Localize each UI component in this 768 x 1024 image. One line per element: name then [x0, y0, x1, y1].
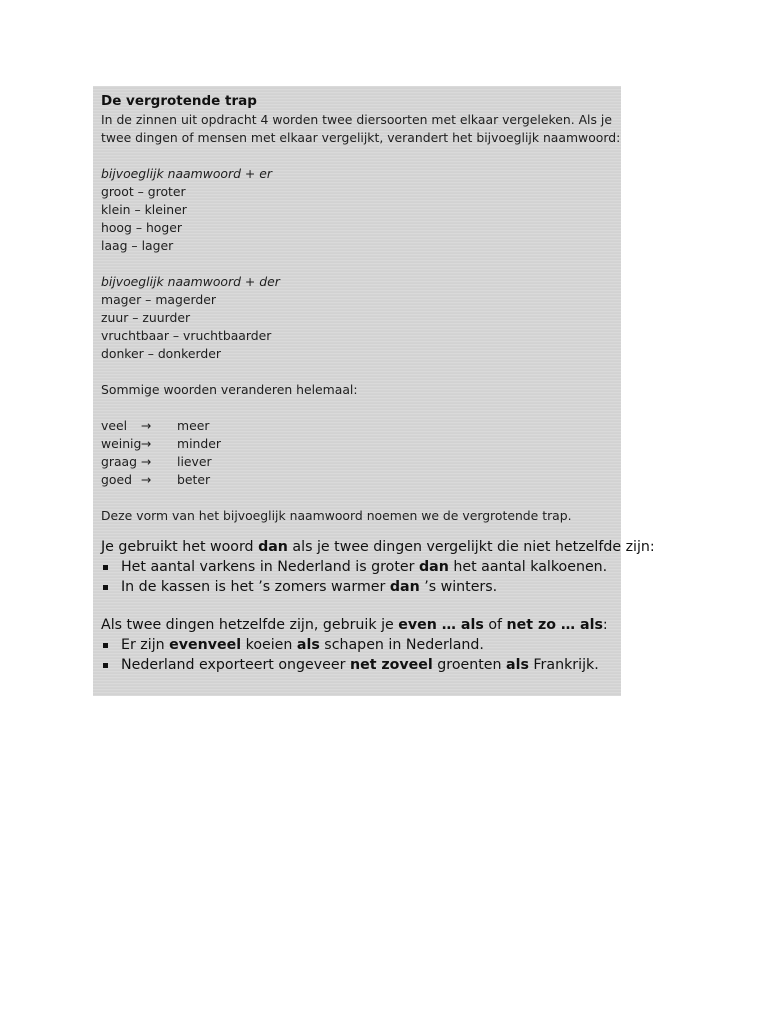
irregular-pair: [101, 453, 621, 471]
even-rule: Als twee dingen hetzelfde zijn, gebruik je even … als of net zo … als:: [101, 617, 608, 633]
group2-item: vruchtbaar – vruchtbaarder: [101, 328, 272, 343]
group1-heading: bijvoeglijk naamwoord + er: [101, 166, 272, 181]
irregular-pair: [101, 471, 621, 489]
list-item: In de kassen is het ’s zomers warmer dan ’s winters.: [101, 577, 621, 597]
irregular-pair: [101, 435, 621, 453]
list-item: Er zijn evenveel koeien als schapen in Nederland.: [101, 635, 621, 655]
group1-item: laag – lager: [101, 238, 174, 253]
arrow-icon: →: [141, 472, 152, 487]
spacer: [101, 597, 621, 615]
arrow-icon: →: [141, 454, 152, 469]
dan-rule: Je gebruikt het woord dan als je twee dingen vergelijkt die niet hetzelfde zijn:: [101, 539, 655, 555]
scanned-page: [93, 86, 655, 696]
spacer: [101, 147, 621, 165]
pair-to: beter: [177, 472, 211, 487]
bullet-icon: [101, 557, 121, 577]
pair-from: goed: [101, 472, 132, 487]
pair-to: minder: [177, 436, 221, 451]
intro-line: twee dingen of mensen met elkaar vergelijkt, verandert het bijvoeglijk naamwoord:: [101, 130, 621, 145]
bullet-icon: [101, 635, 121, 655]
group2-item: donker – donkerder: [101, 346, 221, 361]
pair-to: liever: [177, 454, 212, 469]
group2-item: zuur – zuurder: [101, 310, 191, 325]
arrow-icon: →: [141, 436, 152, 451]
group1-item: hoog – hoger: [101, 220, 182, 235]
spacer: [101, 363, 621, 381]
spacer: [101, 255, 621, 273]
bullet-icon: [101, 577, 121, 597]
spacer: [101, 489, 621, 507]
page-title: De vergrotende trap: [101, 93, 257, 109]
group1-item: klein – kleiner: [101, 202, 187, 217]
keyword-dan: dan: [258, 539, 288, 555]
list-item: Het aantal varkens in Nederland is groter dan het aantal kalkoenen.: [101, 557, 621, 577]
group1-item: groot – groter: [101, 184, 186, 199]
pair-from: weinig: [101, 436, 142, 451]
list-item: Nederland exporteert ongeveer net zoveel groenten als Frankrijk.: [101, 655, 621, 675]
irregular-pair: [101, 417, 621, 435]
pair-to: meer: [177, 418, 210, 433]
spacer: [101, 399, 621, 417]
summary-text: Deze vorm van het bijvoeglijk naamwoord noemen we de vergrotende trap.: [101, 508, 572, 523]
intro-line: In de zinnen uit opdracht 4 worden twee diersoorten met elkaar vergeleken. Als je: [101, 112, 612, 127]
spacer: [101, 525, 621, 537]
pair-from: veel: [101, 418, 128, 433]
irregular-intro: Sommige woorden veranderen helemaal:: [101, 382, 358, 397]
bullet-icon: [101, 655, 121, 675]
pair-from: graag: [101, 454, 138, 469]
arrow-icon: →: [141, 418, 152, 433]
group2-heading: bijvoeglijk naamwoord + der: [101, 274, 280, 289]
group2-item: mager – magerder: [101, 292, 216, 307]
